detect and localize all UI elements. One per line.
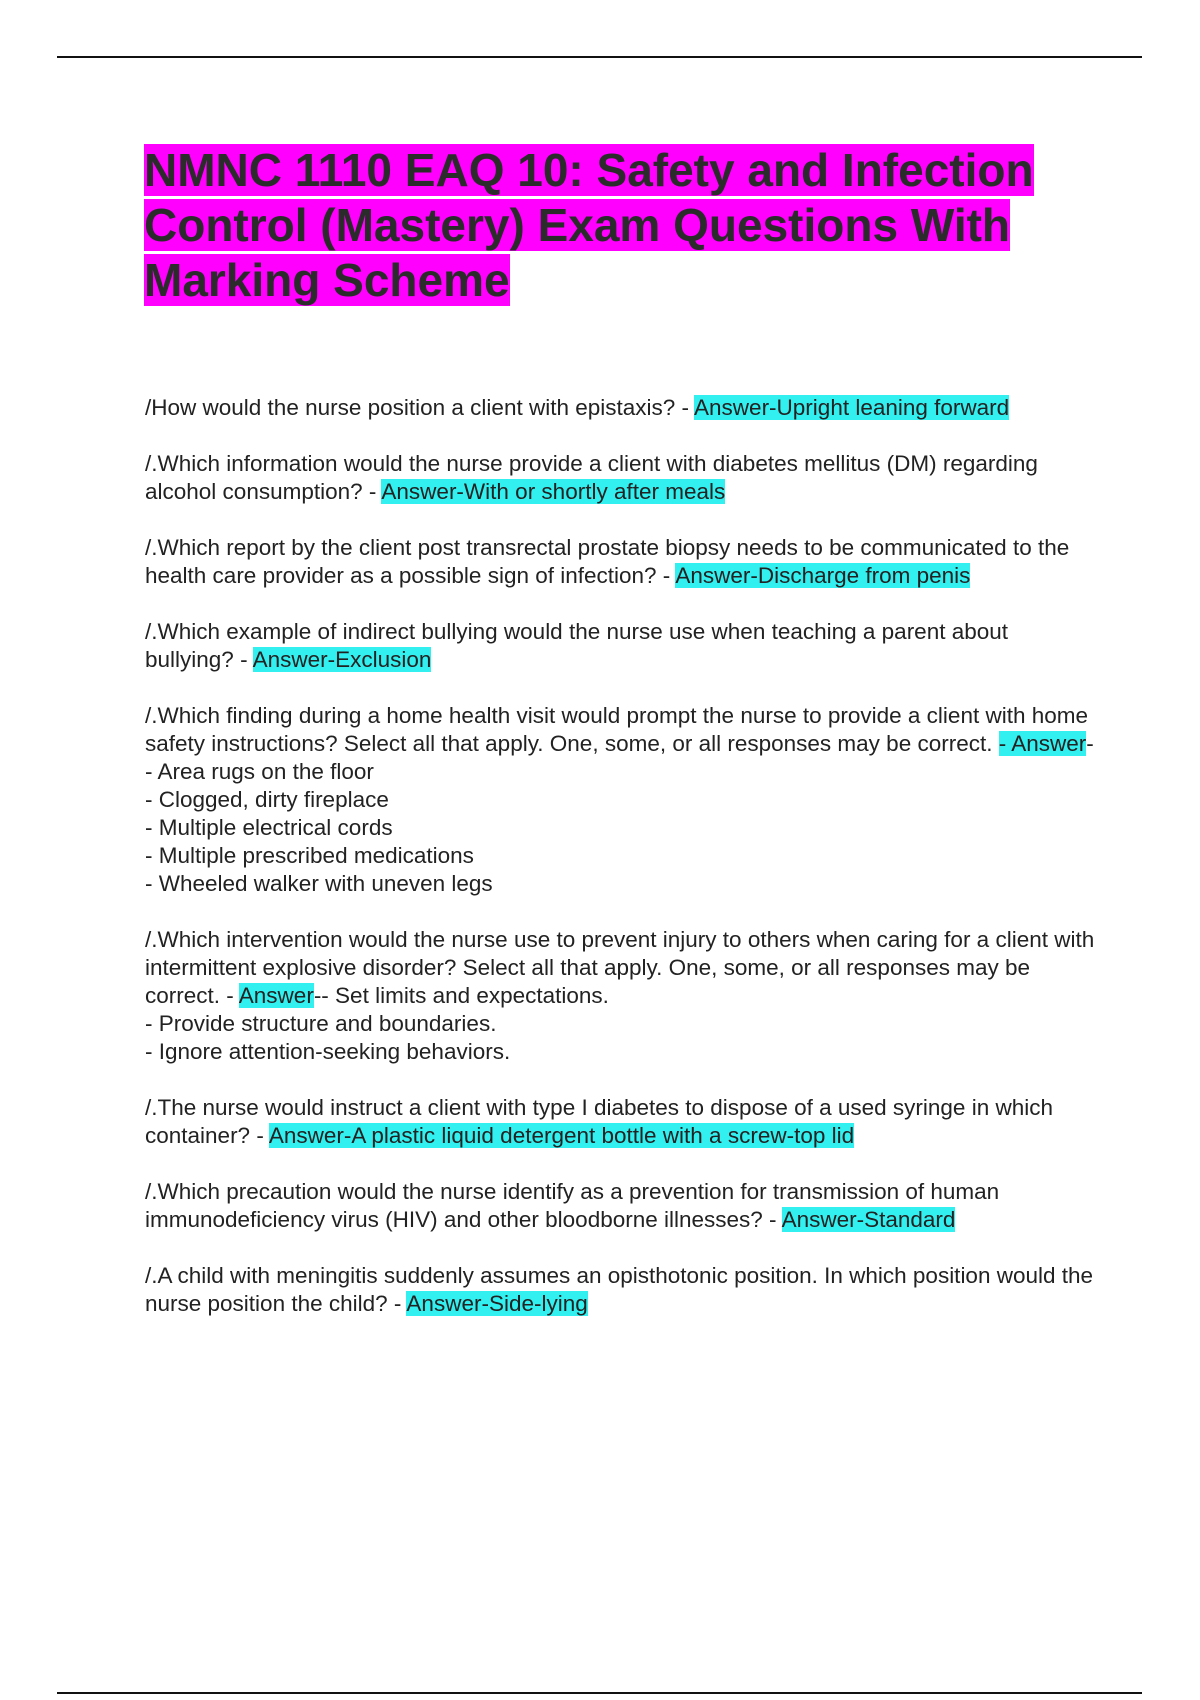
bottom-divider <box>57 1692 1142 1694</box>
title-text: NMNC 1110 EAQ 10: Safety and Infection Control (Mastery) Exam Questions With Marking Scheme <box>144 144 1034 306</box>
document-title <box>144 143 1104 308</box>
answer-text: Answer-Upright leaning forward <box>694 395 1010 420</box>
question-text: /.Which example of indirect bullying would the nurse use when teaching a parent about bullying? - <box>145 619 1009 672</box>
question-text: /.Which information would the nurse provide a client with diabetes mellitus (DM) regarding alcohol consumption? - <box>145 451 1038 504</box>
qa-item <box>145 1178 1095 1234</box>
question-text: /.Which finding during a home health visit would prompt the nurse to provide a client with home safety instructions? Select all that apply. One, some, or all responses may be correct. <box>145 703 1089 756</box>
qa-item <box>145 926 1095 1066</box>
answer-option: -- Set limits and expectations. <box>313 983 609 1008</box>
question-text: /.Which report by the client post transrectal prostate biopsy needs to be communicated to the health care provider as a possible sign of infection? - <box>145 535 1070 588</box>
answer-text: Answer-Side-lying <box>406 1291 588 1316</box>
qa-list <box>145 394 1095 1346</box>
top-divider <box>57 56 1142 58</box>
answer-option: - Multiple prescribed medications <box>145 843 474 868</box>
answer-text: - Answer <box>998 731 1087 756</box>
answer-text: Answer-Standard <box>781 1207 956 1232</box>
answer-text: Answer <box>238 983 314 1008</box>
qa-item <box>145 450 1095 506</box>
qa-item <box>145 534 1095 590</box>
question-text: /.A child with meningitis suddenly assumes an opisthotonic position. In which position would the nurse position the child? - <box>145 1263 1094 1316</box>
qa-item <box>145 394 1095 422</box>
question-text: /.Which precaution would the nurse identify as a prevention for transmission of human immunodeficiency virus (HIV) and other bloodborne illnesses? - <box>145 1179 1000 1232</box>
qa-item <box>145 618 1095 674</box>
qa-item <box>145 702 1095 898</box>
qa-item <box>145 1094 1095 1150</box>
question-text: /.Which intervention would the nurse use to prevent injury to others when caring for a client with intermittent explosive disorder? Select all that apply. One, some, or all responses may be correct. - <box>145 927 1095 1008</box>
question-text: /.The nurse would instruct a client with type I diabetes to dispose of a used syringe in which container? - <box>145 1095 1053 1148</box>
answer-option: - Multiple electrical cords <box>145 815 393 840</box>
answer-option: -- Area rugs on the floor <box>145 731 1094 784</box>
answer-text: Answer-Discharge from penis <box>675 563 971 588</box>
answer-text: Answer-Exclusion <box>252 647 432 672</box>
qa-item <box>145 1262 1095 1318</box>
answer-option: - Clogged, dirty fireplace <box>145 787 389 812</box>
answer-option: - Ignore attention-seeking behaviors. <box>145 1039 511 1064</box>
answer-text: Answer-A plastic liquid detergent bottle with a screw-top lid <box>268 1123 855 1148</box>
question-text: /How would the nurse position a client with epistaxis? - <box>145 395 695 420</box>
answer-option: - Provide structure and boundaries. <box>145 1011 497 1036</box>
answer-option: - Wheeled walker with uneven legs <box>145 871 493 896</box>
answer-text: Answer-With or shortly after meals <box>381 479 726 504</box>
